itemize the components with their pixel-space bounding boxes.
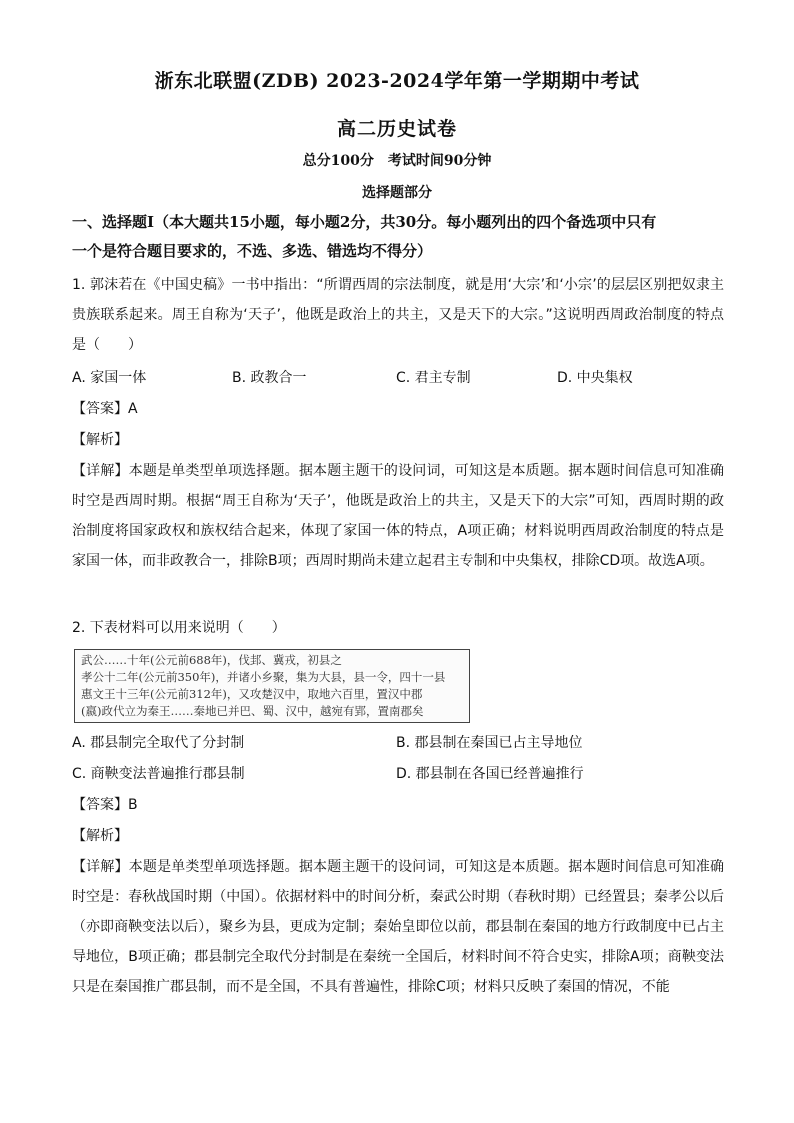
question-2-stem: 2. 下表材料可以用来说明（ ） [72,620,286,636]
q2-option-a: A. 郡县制完全取代了分封制 [72,735,245,751]
q2-option-c: C. 商鞅变法普遍推行郡县制 [72,766,245,782]
q1-option-d: D. 中央集权 [557,370,633,386]
q1-detail: 【详解】本题是单类型单项选择题。据本题主题干的设问词，可知这是本质题。据本题时间信息可知准确时空是西周时期。根据“周王自称为‘天子’，他既是政治上的共主，又是天下的大宗”可知，西周时期的政治制度将国家政权和族权结合起来，体现了家国一体的特点，A项正确；材料说明西周政治制度的特点是家国一体，而非政教合一，排除B项；西周时期尚未建立起君主专制和中央集权，排除CD项。故选A项。 [72,463,724,569]
q2-material-table [74,649,470,723]
q1-option-a: A. 家国一体 [72,370,147,386]
exam-info: 总分100分 考试时间90分钟 [302,153,492,169]
section-heading-line1: 一、选择题Ⅰ（本大题共15小题，每小题2分，共30分。每小题列出的四个备选项中只有 [72,213,657,231]
q2-answer: 【答案】B [72,797,138,813]
section-heading-line2: 一个是符合题目要求的，不选、多选、错选均不得分） [72,242,433,260]
q1-answer: 【答案】A [72,401,138,417]
material-row: 惠文王十三年(公元前312年)，又攻楚汉中，取地六百里，置汉中郡 [81,687,423,701]
q1-option-b: B. 政教合一 [232,370,307,386]
exam-title: 浙东北联盟(ZDB) 2023-2024学年第一学期期中考试 [154,70,640,92]
q1-option-c: C. 君主专制 [396,370,471,386]
material-row: 孝公十二年(公元前350年)，并诸小乡聚，集为大县，县一令，四十一县 [81,670,446,684]
exam-subtitle: 高二历史试卷 [336,118,457,140]
q2-option-b: B. 郡县制在秦国已占主导地位 [396,735,583,751]
q2-analysis-label: 【解析】 [72,828,128,844]
part-heading: 选择题部分 [362,185,432,201]
q2-option-d: D. 郡县制在各国已经普遍推行 [396,766,584,782]
question-1-stem: 1. 郭沫若在《中国史稿》一书中指出：“所谓西周的宗法制度，就是用‘大宗’和‘小宗’的层层区别把奴隶主贵族联系起来。周王自称为‘天子’，他既是政治上的共主，又是天下的大宗。”这说明西周政治制度的特点是（ ） [72,277,724,353]
material-row: 武公……十年(公元前688年)，伐邽、冀戎，初县之 [81,653,342,667]
q1-analysis-label: 【解析】 [72,432,128,448]
q2-detail: 【详解】本题是单类型单项选择题。据本题主题干的设问词，可知这是本质题。据本题时间信息可知准确时空是：春秋战国时期（中国）。依据材料中的时间分析，秦武公时期（春秋时期）已经置县；秦孝公以后（亦即商鞅变法以后），聚乡为县，更成为定制；秦始皇即位以前，郡县制在秦国的地方行政制度中已占主导地位，B项正确；郡县制完全取代分封制是在秦统一全国后，材料时间不符合史实，排除A项；商鞅变法只是在秦国推广郡县制，而不是全国，不具有普遍性，排除C项；材料只反映了秦国的情况，不能 [72,859,724,995]
material-row: (嬴)政代立为秦王……秦地已并巴、蜀、汉中，越宛有郢，置南郡矣 [81,704,424,718]
section-heading [72,208,732,266]
